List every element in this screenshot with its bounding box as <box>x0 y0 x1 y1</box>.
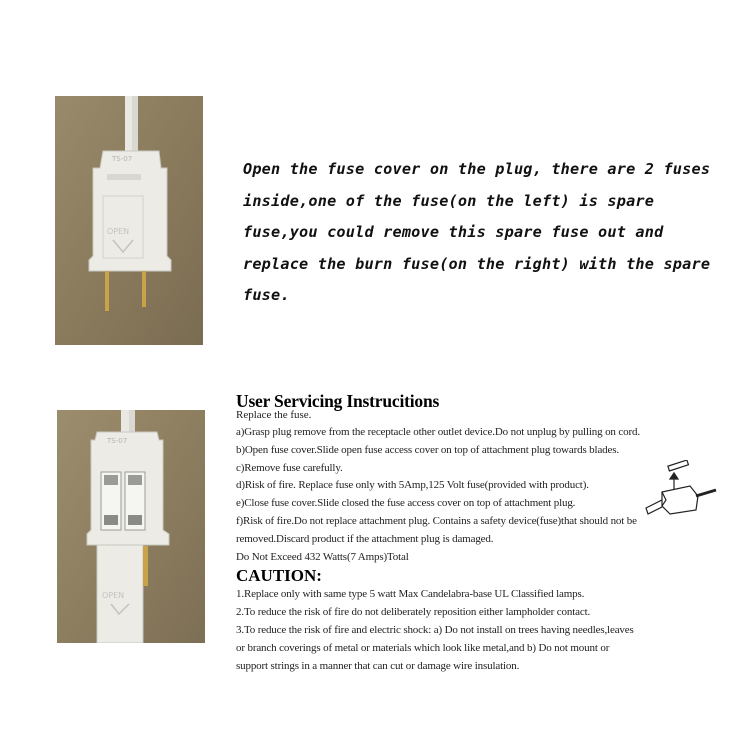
caution-line: 2.To reduce the risk of fire do not deliberately reposition either lampholder contact. <box>236 606 591 619</box>
instruction-step: b)Open fuse cover.Slide open fuse access cover on top of attachment plug towards blades. <box>236 443 619 456</box>
instruction-step: f)Risk of fire.Do not replace attachment plug. Contains a safety device(fuse)that should not be <box>236 514 637 527</box>
caution-line: 3.To reduce the risk of fire and electric shock: a) Do not install on trees having needles,leaves <box>236 624 634 637</box>
plug-closed-illustration <box>55 96 203 345</box>
intro-line: replace the burn fuse(on the right) with the spare <box>243 254 711 273</box>
intro-line: fuse,you could remove this spare fuse out and <box>243 223 664 241</box>
instruction-step: d)Risk of fire. Replace fuse only with 5Amp,125 Volt fuse(provided with product). <box>236 479 589 492</box>
fuse-intro-text <box>243 154 713 312</box>
plug-photo-closed <box>55 96 203 345</box>
svg-text:OPEN: OPEN <box>107 227 130 236</box>
intro-line: inside,one of the fuse(on the left) is spare <box>243 191 655 210</box>
plug-open-illustration <box>57 410 205 643</box>
intro-line: Open the fuse cover on the plug, there are 2 fuses <box>243 160 711 178</box>
caution-line: support strings in a manner that can cut or damage wire insulation. <box>236 660 520 673</box>
caution-line: or branch coverings of metal or materials which look like metal,and b) Do not mount or <box>236 642 610 655</box>
plug-photo-open <box>57 410 205 643</box>
caution-line: 1.Replace only with same type 5 watt Max Candelabra-base UL Classified lamps. <box>236 588 585 601</box>
instruction-step: removed.Discard product if the attachment plug is damaged. <box>236 532 494 545</box>
svg-text:TS-07: TS-07 <box>112 155 133 163</box>
user-servicing-instructions <box>236 390 716 675</box>
instructions-title: User Servicing Instrucitions <box>236 391 440 411</box>
instruction-step: a)Grasp plug remove from the receptacle other outlet device.Do not unplug by pulling on cord. <box>236 426 640 438</box>
caution-title: CAUTION: <box>236 566 322 586</box>
instruction-step: e)Close fuse cover.Slide closed the fuse access cover on top of attachment plug. <box>236 497 576 510</box>
instruction-step: c)Remove fuse carefully. <box>236 461 343 474</box>
fuse-removal-diagram-icon <box>640 460 720 520</box>
instruction-step: Do Not Exceed 432 Watts(7 Amps)Total <box>236 550 409 563</box>
intro-line: fuse. <box>243 286 290 304</box>
svg-text:OPEN: OPEN <box>102 591 125 600</box>
svg-text:TS-07: TS-07 <box>107 437 128 445</box>
instructions-subtitle: Replace the fuse. <box>236 409 312 421</box>
